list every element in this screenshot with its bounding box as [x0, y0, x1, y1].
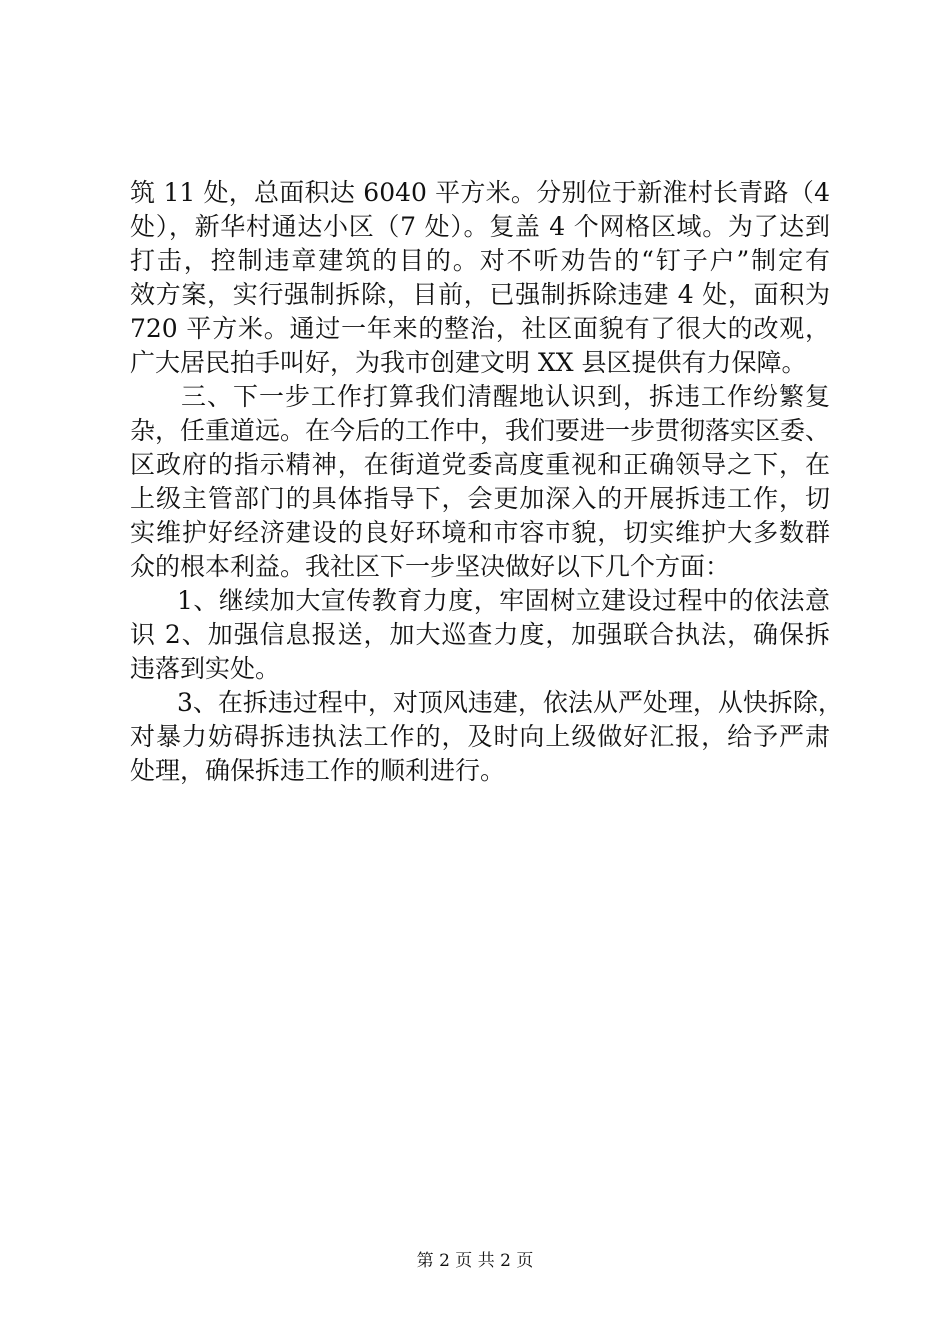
list-item-line: 识 2、加强信息报送，加大巡查力度，加强联合执法，确保拆 — [130, 620, 830, 649]
body-line: 720 平方米。通过一年来的整治，社区面貌有了很大的改观， — [130, 314, 830, 343]
body-line: 效方案，实行强制拆除，目前，已强制拆除违建 4 处，面积为 — [130, 280, 830, 309]
body-line: 上级主管部门的具体指导下，会更加深入的开展拆违工作，切 — [130, 484, 830, 513]
list-item-line: 1、继续加大宣传教育力度，牢固树立建设过程中的依法意 — [177, 586, 830, 615]
body-line: 众的根本利益。我社区下一步坚决做好以下几个方面： — [130, 552, 731, 581]
body-line: 广大居民拍手叫好，为我市创建文明 XX 县区提供有力保障。 — [130, 348, 807, 377]
body-line: 实维护好经济建设的良好环境和市容市貌，切实维护大多数群 — [130, 518, 830, 547]
body-line: 筑 11 处，总面积达 6040 平方米。分别位于新淮村长青路（4 — [130, 178, 830, 207]
body-line: 打击，控制违章建筑的目的。对不听劝告的“钉子户”制定有 — [130, 246, 830, 275]
list-item-line: 对暴力妨碍拆违执法工作的，及时向上级做好汇报，给予严肃 — [130, 722, 830, 751]
list-item-line: 违落到实处。 — [130, 654, 281, 683]
body-line: 杂，任重道远。在今后的工作中，我们要进一步贯彻落实区委、 — [130, 416, 831, 445]
list-item-line: 处理，确保拆违工作的顺利进行。 — [130, 756, 506, 785]
body-line: 处），新华村通达小区（7 处）。复盖 4 个网格区域。为了达到 — [130, 212, 830, 241]
page-footer: 第 2 页 共 2 页 — [416, 1251, 534, 1271]
body-line: 区政府的指示精神，在街道党委高度重视和正确领导之下，在 — [130, 450, 830, 479]
section-heading-line: 三、下一步工作打算我们清醒地认识到，拆违工作纷繁复 — [181, 382, 830, 411]
list-item-line: 3、在拆违过程中，对顶风违建，依法从严处理，从快拆除， — [177, 688, 843, 717]
